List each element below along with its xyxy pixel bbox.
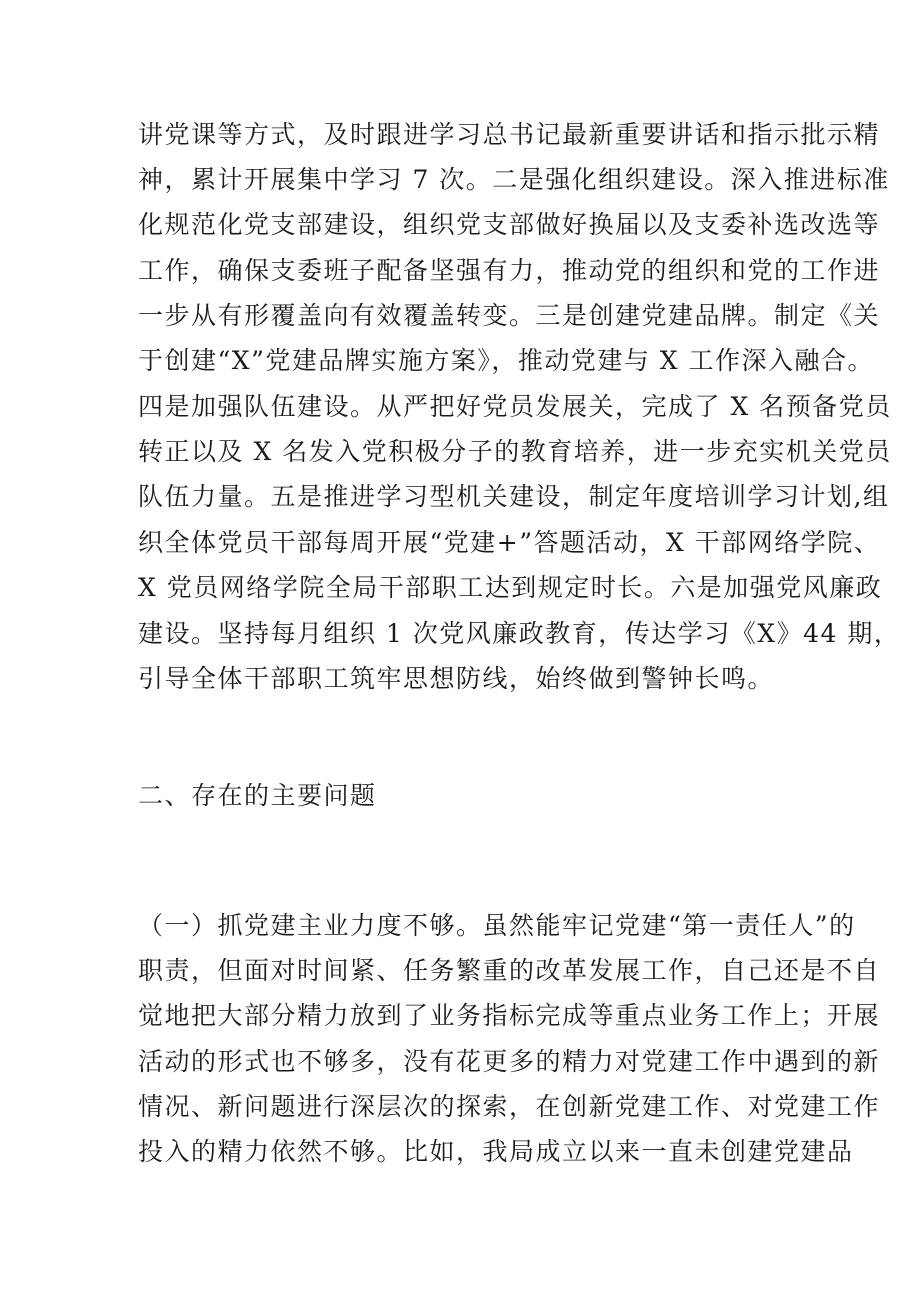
paragraph-line: 工作，确保支委班子配备坚强有力，推动党的组织和党的工作进 bbox=[138, 256, 881, 285]
paragraph-line: 织全体党员干部每周开展“党建+”答题活动，X 干部网络学院、 bbox=[138, 528, 881, 557]
paragraph-line: 四是加强队伍建设。从严把好党员发展关，完成了 X 名预备党员 bbox=[138, 392, 892, 421]
section-heading: 二、存在的主要问题 bbox=[138, 781, 377, 810]
paragraph-line: 一步从有形覆盖向有效覆盖转变。三是创建党建品牌。制定《关 bbox=[138, 301, 881, 330]
paragraph-line: X 党员网络学院全局干部职工达到规定时长。六是加强党风廉政 bbox=[138, 573, 883, 602]
paragraph-line: 化规范化党支部建设，组织党支部做好换届以及支委补选改选等 bbox=[138, 210, 881, 239]
paragraph-line: 活动的形式也不够多，没有花更多的精力对党建工作中遇到的新 bbox=[138, 1047, 881, 1076]
paragraph-line: 于创建“X”党建品牌实施方案》，推动党建与 X 工作深入融合。 bbox=[138, 346, 875, 375]
paragraph-line: 队伍力量。五是推进学习型机关建设，制定年度培训学习计划,组 bbox=[138, 482, 890, 511]
paragraph-line: （一）抓党建主业力度不够。虽然能牢记党建“第一责任人”的 bbox=[138, 911, 856, 940]
paragraph-line: 神，累计开展集中学习 7 次。二是强化组织建设。深入推进标准 bbox=[138, 165, 890, 194]
paragraph-line: 投入的精力依然不够。比如，我局成立以来一直未创建党建品 bbox=[138, 1137, 854, 1166]
paragraph-line: 转正以及 X 名发入党积极分子的教育培养，进一步充实机关党员 bbox=[138, 437, 892, 466]
paragraph-line: 引导全体干部职工筑牢思想防线，始终做到警钟长鸣。 bbox=[138, 664, 775, 693]
paragraph-line: 情况、新问题进行深层次的探索，在创新党建工作、对党建工作 bbox=[138, 1092, 881, 1121]
paragraph-line: 觉地把大部分精力放到了业务指标完成等重点业务工作上；开展 bbox=[138, 1001, 881, 1030]
paragraph-line: 讲党课等方式，及时跟进学习总书记最新重要讲话和指示批示精 bbox=[138, 120, 881, 149]
paragraph-line: 职责，但面对时间紧、任务繁重的改革发展工作，自己还是不自 bbox=[138, 956, 881, 985]
paragraph-line: 建设。坚持每月组织 1 次党风廉政教育，传达学习《X》44 期， bbox=[138, 619, 901, 648]
